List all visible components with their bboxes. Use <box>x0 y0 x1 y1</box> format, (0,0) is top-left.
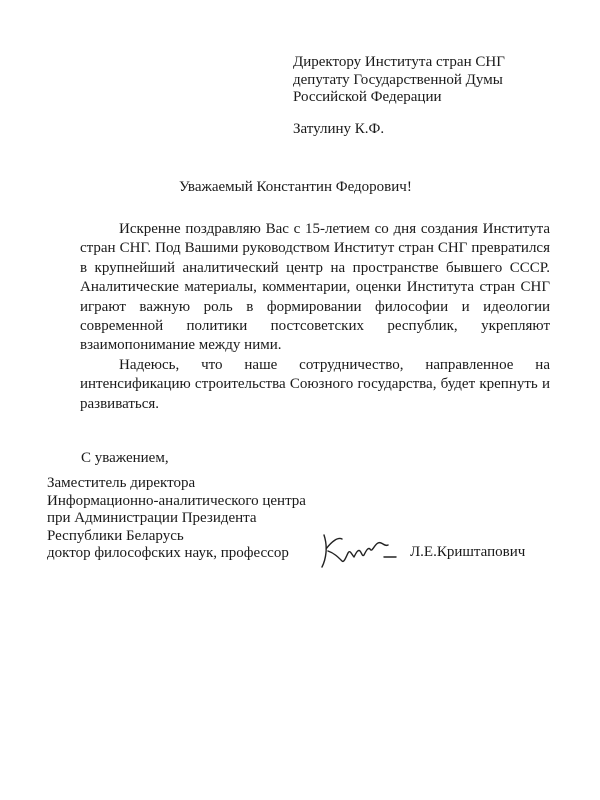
letter-body <box>80 220 550 414</box>
addressee-line: депутату Государственной Думы <box>293 71 503 88</box>
addressee-line: Российской Федерации <box>293 89 442 105</box>
signer-title-line: Заместитель директора <box>47 475 196 491</box>
addressee-block <box>293 54 505 138</box>
body-line: Искренне поздравляю Вас с 15-летием со дня создания Института <box>119 221 550 237</box>
signer-title-line: доктор философских наук, профессор <box>47 545 289 561</box>
handwritten-signature <box>318 527 398 575</box>
body-line: Аналитические материалы, комментарии, оценки Института стран СНГ <box>80 279 550 296</box>
body-line: Надеюсь, что наше сотрудничество, направленное на <box>119 356 550 373</box>
body-line: интенсификацию строительства Союзного государства, будет крепнуть и <box>80 376 550 393</box>
body-line: современной политики постсоветских республик, укрепляют <box>80 318 550 335</box>
signer-title-line: при Администрации Президента <box>47 510 257 526</box>
addressee-line: Директору Института стран СНГ <box>293 54 505 70</box>
addressee-name: Затулину К.Ф. <box>293 120 385 137</box>
body-line: в крупнейший аналитический центр на пространстве бывшего СССР. <box>80 259 550 276</box>
closing-phrase: С уважением, <box>81 450 169 466</box>
signer-title-line: Республики Беларусь <box>47 527 184 544</box>
signer-name: Л.Е.Криштапович <box>410 544 526 560</box>
body-line: развиваться. <box>80 395 160 412</box>
salutation: Уважаемый Константин Федорович! <box>179 179 412 195</box>
signer-title-line: Информационно-аналитического центра <box>47 492 306 509</box>
body-line: взаимопонимание между ними. <box>80 337 282 354</box>
signer-block <box>47 475 306 563</box>
body-line: играют важную роль в формировании философии и идеологии <box>80 298 550 315</box>
body-line: стран СНГ. Под Вашими руководством Институт стран СНГ превратился <box>80 240 550 257</box>
